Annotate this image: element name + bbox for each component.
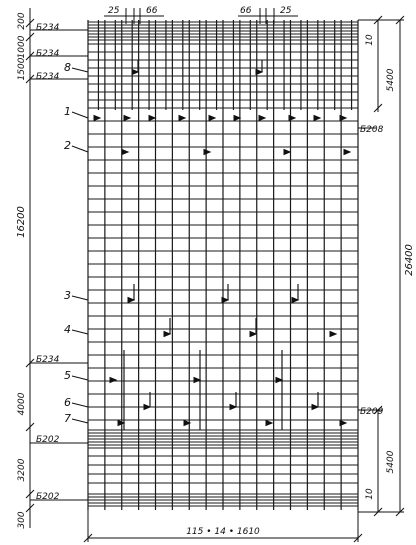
bar-arrow (256, 70, 262, 75)
bar-arrow (276, 378, 282, 383)
bar-arrow (330, 332, 336, 337)
mark-b202-1: Б202 (36, 435, 60, 445)
bar-arrow (128, 298, 134, 303)
right-dim-10-top: 10 (365, 34, 375, 46)
bar-arrow (344, 150, 350, 155)
row-number-3: 3 (64, 289, 71, 302)
right-dim-10-bottom: 10 (365, 488, 375, 500)
bar-arrow (144, 405, 150, 410)
mark-b234-2: Б234 (36, 49, 60, 59)
bar-arrow (289, 116, 295, 121)
bar-arrow (179, 116, 185, 121)
bar-arrow (292, 298, 298, 303)
bar-arrow (340, 421, 346, 426)
bar-arrow (312, 405, 318, 410)
bar-arrow (222, 298, 228, 303)
bar-arrow (266, 421, 272, 426)
row-number-6: 6 (64, 396, 71, 409)
bar-arrows (94, 70, 350, 426)
left-dimension-chain (26, 8, 88, 528)
bar-arrow (234, 116, 240, 121)
dim-300: 300 (17, 511, 27, 529)
row-number-5: 5 (64, 369, 71, 382)
row-number-7: 7 (64, 412, 71, 425)
bar-arrow (110, 378, 116, 383)
bar-arrow (204, 150, 210, 155)
row-number-leaders (72, 68, 88, 423)
bar-arrow (250, 332, 256, 337)
dim-3200: 3200 (17, 458, 27, 482)
top-dim-66-left: 66 (146, 6, 158, 16)
right-dim-5400-bottom: 5400 (386, 450, 396, 474)
dim-16200: 16200 (16, 206, 27, 238)
mark-b202-2: Б202 (36, 492, 60, 502)
mark-b209: Б209 (360, 407, 384, 417)
top-dim-66-right: 66 (240, 6, 252, 16)
bar-arrow (314, 116, 320, 121)
bar-arrow (230, 405, 236, 410)
right-dim-26400: 26400 (404, 244, 415, 276)
bar-arrow (94, 116, 100, 121)
row-number-8: 8 (64, 61, 71, 74)
dim-1500: 1500 (17, 57, 27, 81)
bar-arrow (194, 378, 200, 383)
bar-arrow (124, 116, 130, 121)
bar-arrow (132, 70, 138, 75)
right-dim-5400-top: 5400 (386, 68, 396, 92)
row-number-2: 2 (64, 139, 71, 152)
dim-200: 200 (17, 12, 27, 30)
mark-b234-4: Б234 (36, 355, 60, 365)
dim-4000: 4000 (17, 392, 27, 416)
dim-1000: 1000 (17, 35, 27, 59)
bottom-dim-formula: 115 • 14 • 1610 (186, 527, 260, 537)
top-dim-25-left: 25 (108, 6, 120, 16)
right-dimension-chain (358, 16, 404, 516)
row-number-1: 1 (64, 105, 71, 118)
bar-arrow (118, 421, 124, 426)
mark-b234-1: Б234 (36, 23, 60, 33)
bar-arrow (149, 116, 155, 121)
mark-b234-3: Б234 (36, 72, 60, 82)
mark-b208: Б208 (360, 125, 384, 135)
bar-arrow (259, 116, 265, 121)
row-number-4: 4 (64, 323, 71, 336)
top-dim-25-right: 25 (280, 6, 292, 16)
bar-arrow (340, 116, 346, 121)
bar-arrow (164, 332, 170, 337)
bar-arrow (209, 116, 215, 121)
bar-arrow (284, 150, 290, 155)
bar-arrow (122, 150, 128, 155)
